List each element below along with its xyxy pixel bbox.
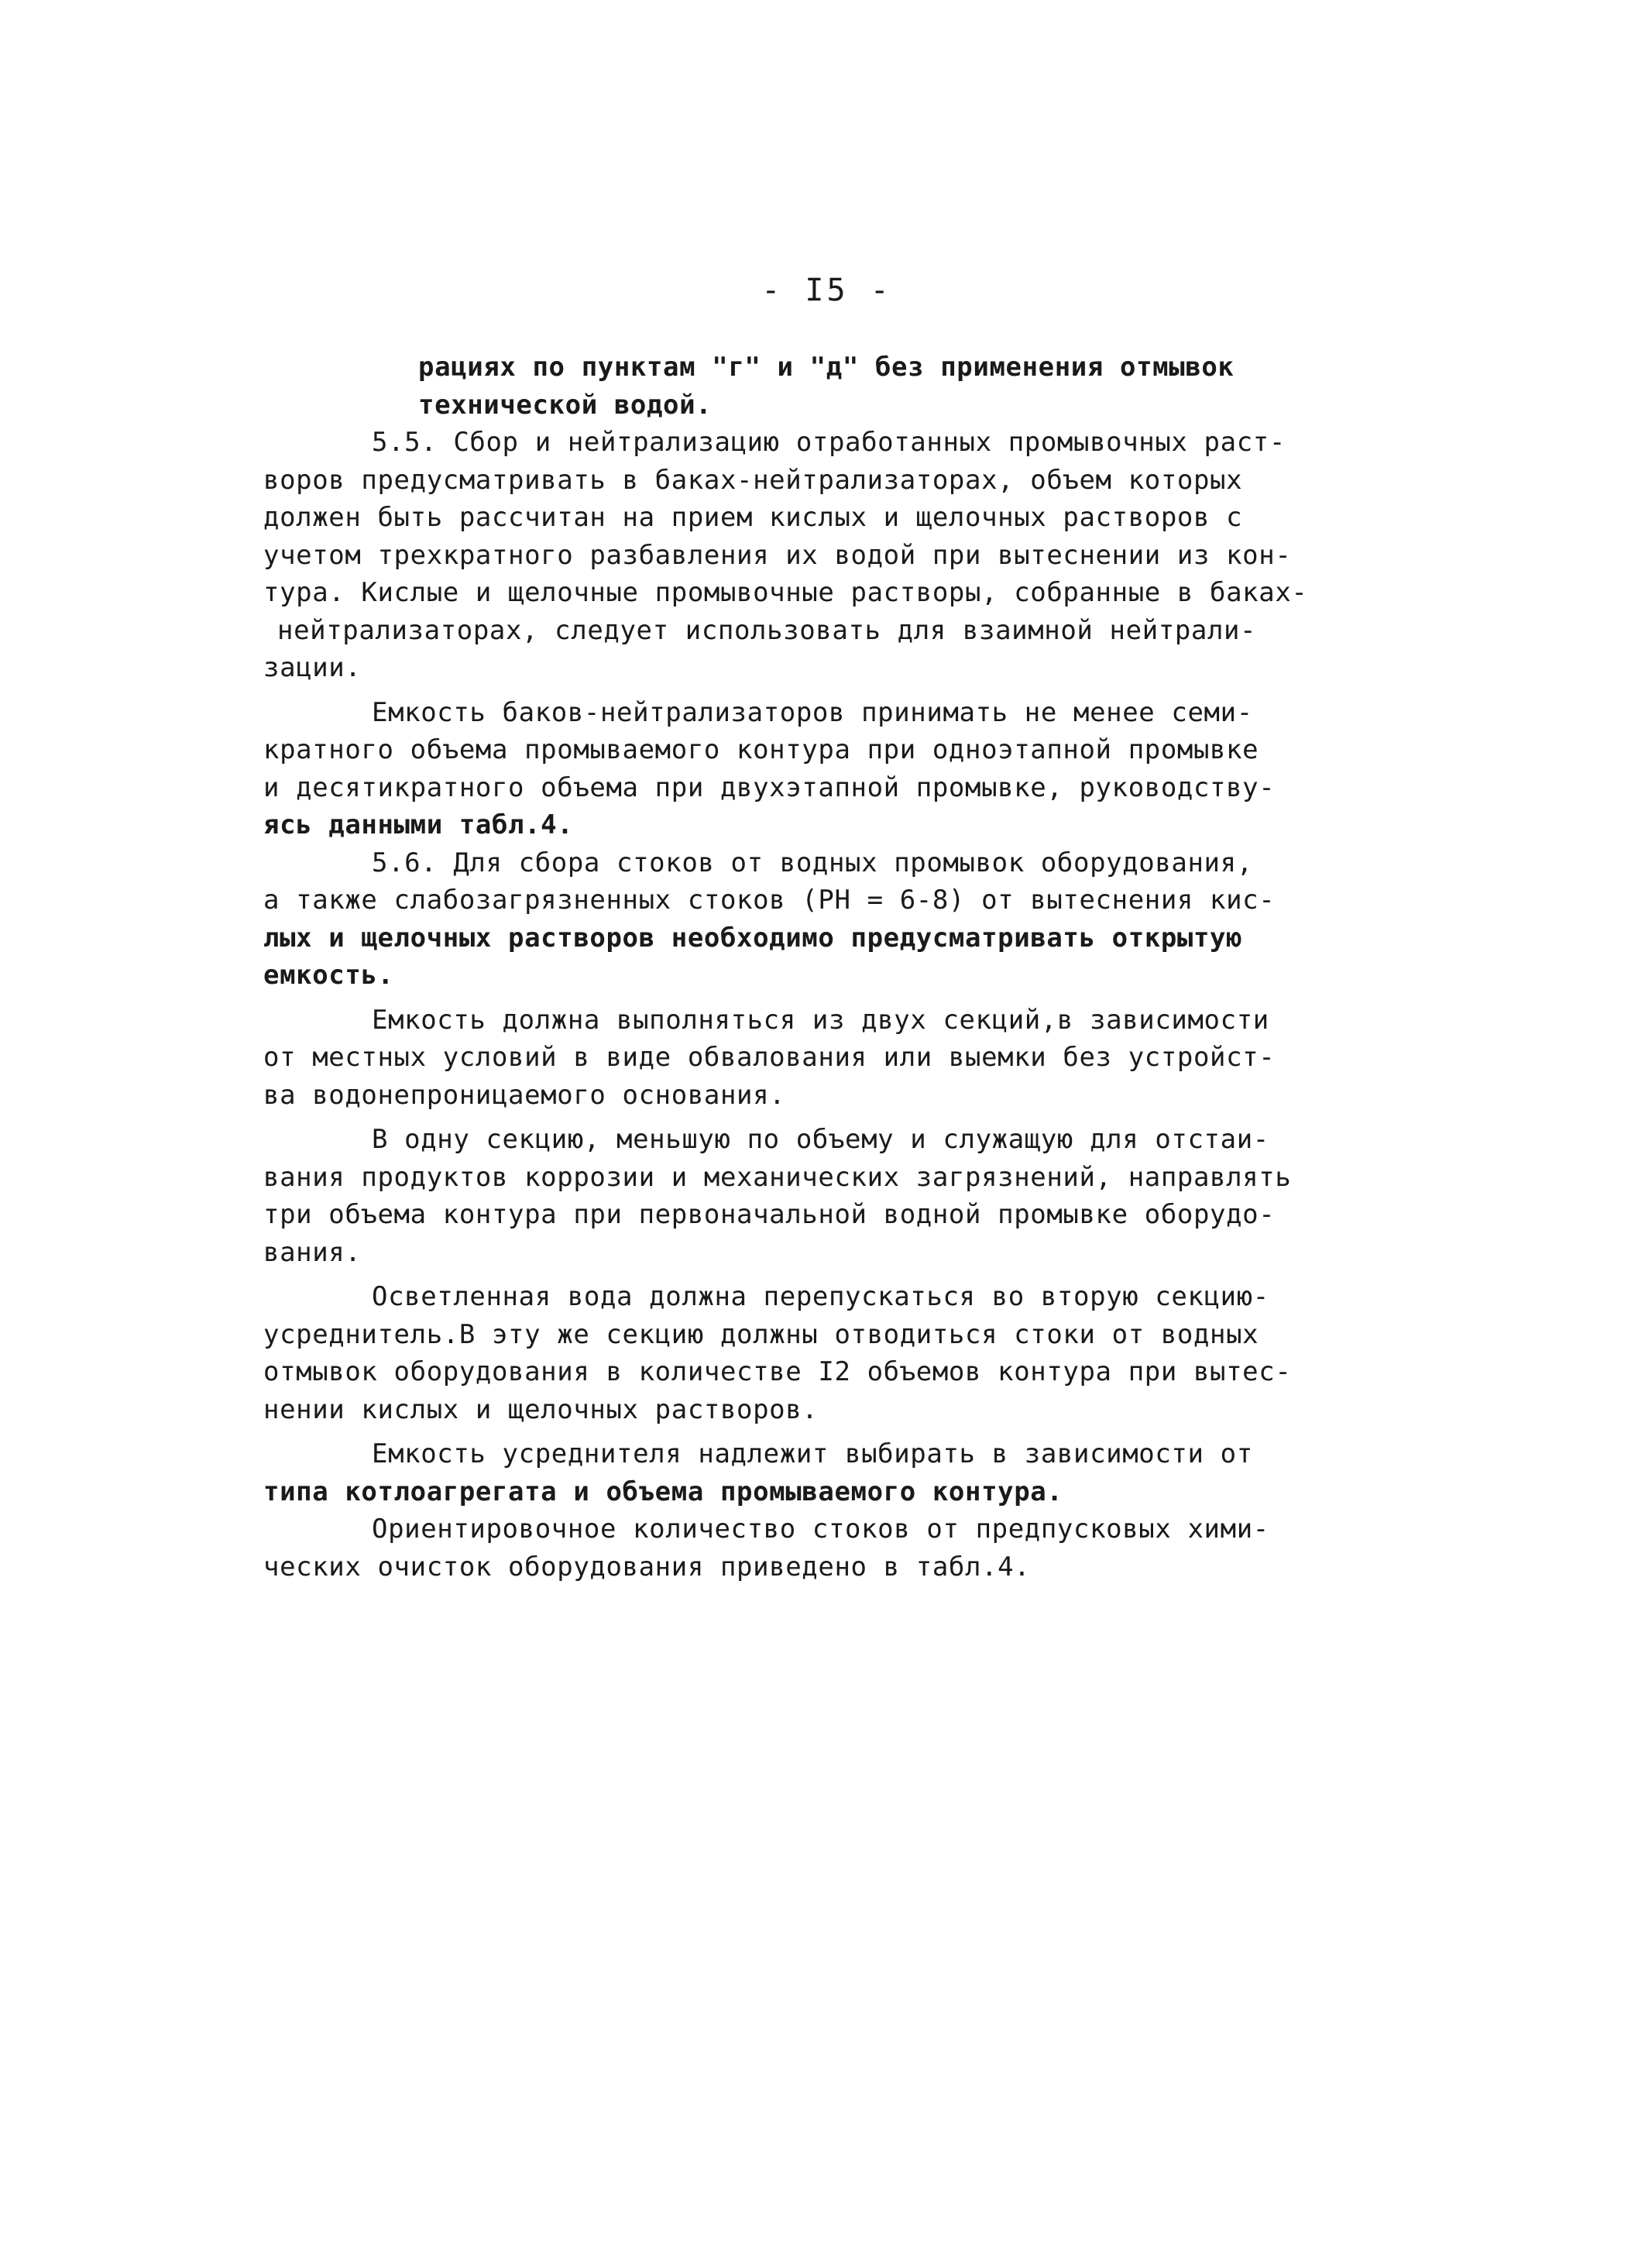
text-line: тура. Кислые и щелочные промывочные растворы, собранные в баках-: [263, 577, 1308, 608]
text-line: ясь данными табл.4.: [263, 809, 574, 840]
text-line: 5.6. Для сбора стоков от водных промывок оборудования,: [372, 847, 1253, 878]
text-line: отмывок оборудования в количестве I2 объемов контура при вытес-: [263, 1356, 1292, 1387]
paragraph-gap: [263, 687, 1301, 694]
paragraph-gap: [263, 1428, 1301, 1435]
text-line: три объема контура при первоначальной водной промывке оборудо-: [263, 1199, 1276, 1230]
text-line: типа котлоагрегата и объема промываемого контура.: [263, 1476, 1063, 1507]
text-line: кратного объема промываемого контура при одноэтапной промывке: [263, 734, 1259, 765]
text-line: Осветленная вода должна перепускаться во вторую секцию-: [372, 1281, 1269, 1312]
body-text: [263, 349, 1308, 1586]
text-line: вания продуктов коррозии и механических загрязнений, направлять: [263, 1161, 1292, 1193]
text-line: нейтрализаторах, следует использовать для взаимной нейтрали-: [277, 614, 1257, 646]
text-line: Ориентировочное количество стоков от предпусковых хими-: [372, 1514, 1269, 1545]
text-line: и десятикратного объема при двухэтапной промывке, руководству-: [263, 771, 1276, 803]
text-line: ва водонепроницаемого основания.: [263, 1079, 786, 1111]
text-line: должен быть рассчитан на прием кислых и щелочных растворов с: [263, 502, 1243, 533]
text-line: воров предусматривать в баках-нейтрализаторах, объем которых: [263, 464, 1243, 496]
paragraph-gap: [263, 1271, 1301, 1278]
text-line: учетом трехкратного разбавления их водой при вытеснении из кон-: [263, 539, 1292, 571]
page-number: - I5 -: [761, 273, 892, 308]
text-line: вания.: [263, 1236, 362, 1268]
text-line: Емкость баков-нейтрализаторов принимать не менее семи-: [372, 696, 1253, 728]
text-line: от местных условий в виде обвалования или выемки без устройст-: [263, 1042, 1276, 1073]
text-line: нении кислых и щелочных растворов.: [263, 1393, 819, 1425]
text-line: лых и щелочных растворов необходимо предусматривать открытую: [263, 922, 1243, 954]
text-line: рациях по пунктам "г" и "д" без применения отмывок: [418, 352, 1235, 383]
text-line: технической водой.: [418, 389, 713, 421]
text-line: ческих очисток оборудования приведено в табл.4.: [263, 1551, 1031, 1582]
text-line: емкость.: [263, 960, 394, 991]
text-line: 5.5. Сбор и нейтрализацию отработанных промывочных раст-: [372, 427, 1286, 458]
text-line: Емкость должна выполняться из двух секций,в зависимости: [372, 1004, 1269, 1036]
paragraph-gap: [263, 1114, 1301, 1121]
text-line: усреднитель.В эту же секцию должны отводиться стоки от водных: [263, 1318, 1259, 1350]
text-line: а также слабозагрязненных стоков (РН = 6-8) от вытеснения кис-: [263, 885, 1276, 916]
text-line: Емкость усреднителя надлежит выбирать в зависимости от: [372, 1438, 1253, 1469]
paragraph-gap: [263, 995, 1301, 1002]
text-line: В одну секцию, меньшую по объему и служащую для отстаи-: [372, 1124, 1269, 1155]
text-line: зации.: [263, 652, 362, 683]
